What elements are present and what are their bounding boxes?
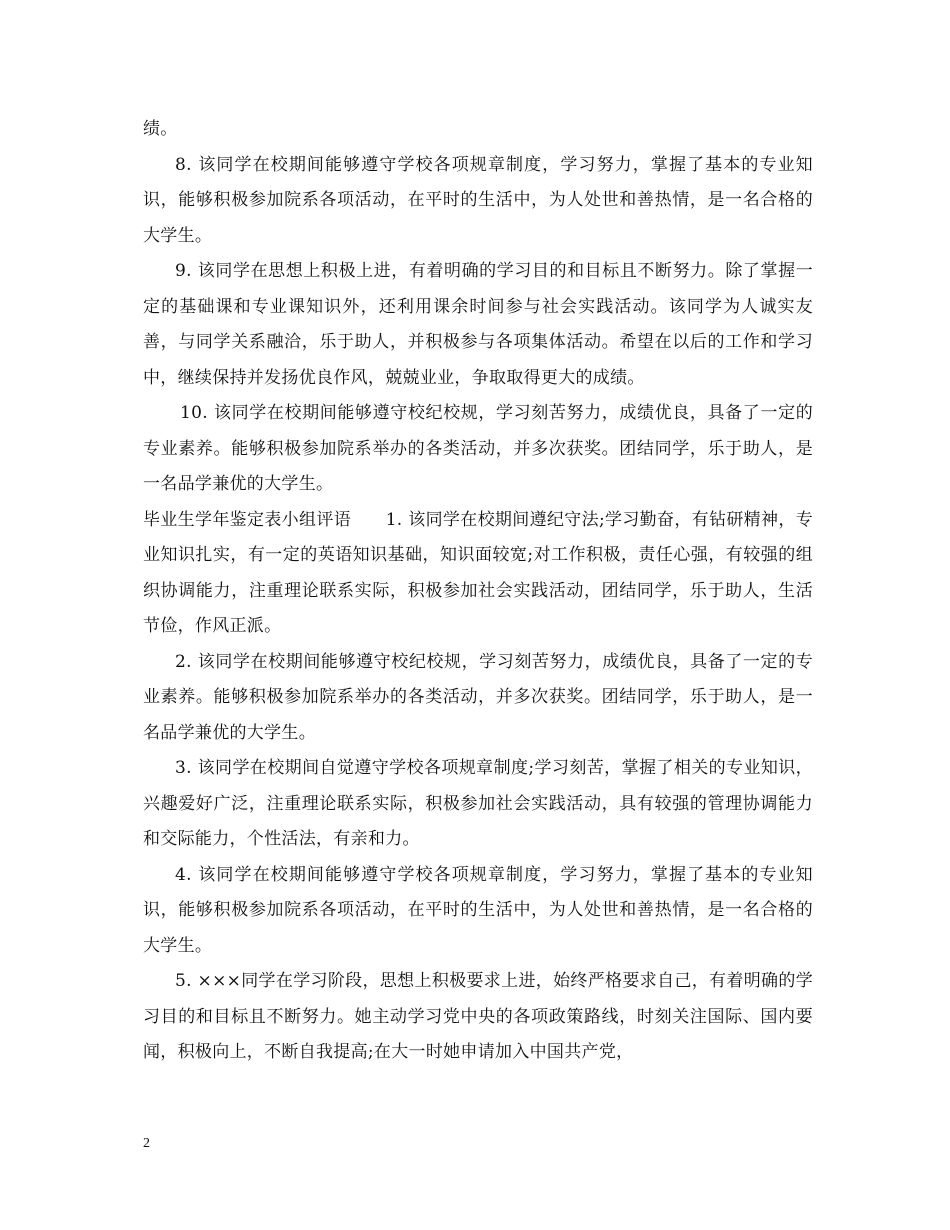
- paragraph-item-4: 4. 该同学在校期间能够遵守学校各项规章制度，学习努力，掌握了基本的专业知识，能够积极参加院系各项活动，在平时的生活中，为人处世和善热情，是一名合格的大学生。: [143, 864, 813, 956]
- paragraph-section-heading-item-1: 毕业生学年鉴定表小组评语 1. 该同学在校期间遵纪守法;学习勤奋，有钻研精神，专业知识扎实，有一定的英语知识基础，知识面较宽;对工作积极，责任心强，有较强的组织协调能力，注重理论联系实际，积极参加社会实践活动，团结同学，乐于助人，生活节俭，作风正派。: [143, 509, 813, 636]
- paragraph-item-8: 8. 该同学在校期间能够遵守学校各项规章制度，学习努力，掌握了基本的专业知识，能够积极参加院系各项活动，在平时的生活中，为人处世和善热情，是一名合格的大学生。: [143, 154, 813, 246]
- paragraph-item-10: 10. 该同学在校期间能够遵守校纪校规，学习刻苦努力，成绩优良，具备了一定的专业素养。能够积极参加院系举办的各类活动，并多次获奖。团结同学，乐于助人，是一名品学兼优的大学生。: [143, 403, 813, 494]
- paragraph-item-2: 2. 该同学在校期间能够遵守校纪校规，学习刻苦努力，成绩优良，具备了一定的专业素养。能够积极参加院系举办的各类活动，并多次获奖。团结同学，乐于助人，是一名品学兼优的大学生。: [143, 651, 813, 743]
- paragraph-item-3: 3. 该同学在校期间自觉遵守学校各项规章制度;学习刻苦，掌握了相关的专业知识，兴趣爱好广泛，注重理论联系实际，积极参加社会实践活动，具有较强的管理协调能力和交际能力，个性活法，有亲和力。: [143, 758, 813, 849]
- page-number: 2: [143, 1136, 150, 1151]
- paragraph-continuation: 绩。: [143, 119, 178, 139]
- paragraph-item-9: 9. 该同学在思想上积极上进，有着明确的学习目的和目标且不断努力。除了掌握一定的基础课和专业课知识外，还利用课余时间参与社会实践活动。该同学为人诚实友善，与同学关系融洽，乐于助人，并积极参与各项集体活动。希望在以后的工作和学习中，继续保持并发扬优良作风，兢兢业业，争取取得更大的成绩。: [143, 261, 813, 388]
- paragraph-item-5: 5. ×××同学在学习阶段，思想上积极要求上进，始终严格要求自己，有着明确的学习目的和目标且不断努力。她主动学习党中央的各项政策路线，时刻关注国际、国内要闻，积极向上，不断自我提高;在大一时她申请加入中国共产党，: [143, 971, 813, 1062]
- document-body: [143, 112, 813, 1071]
